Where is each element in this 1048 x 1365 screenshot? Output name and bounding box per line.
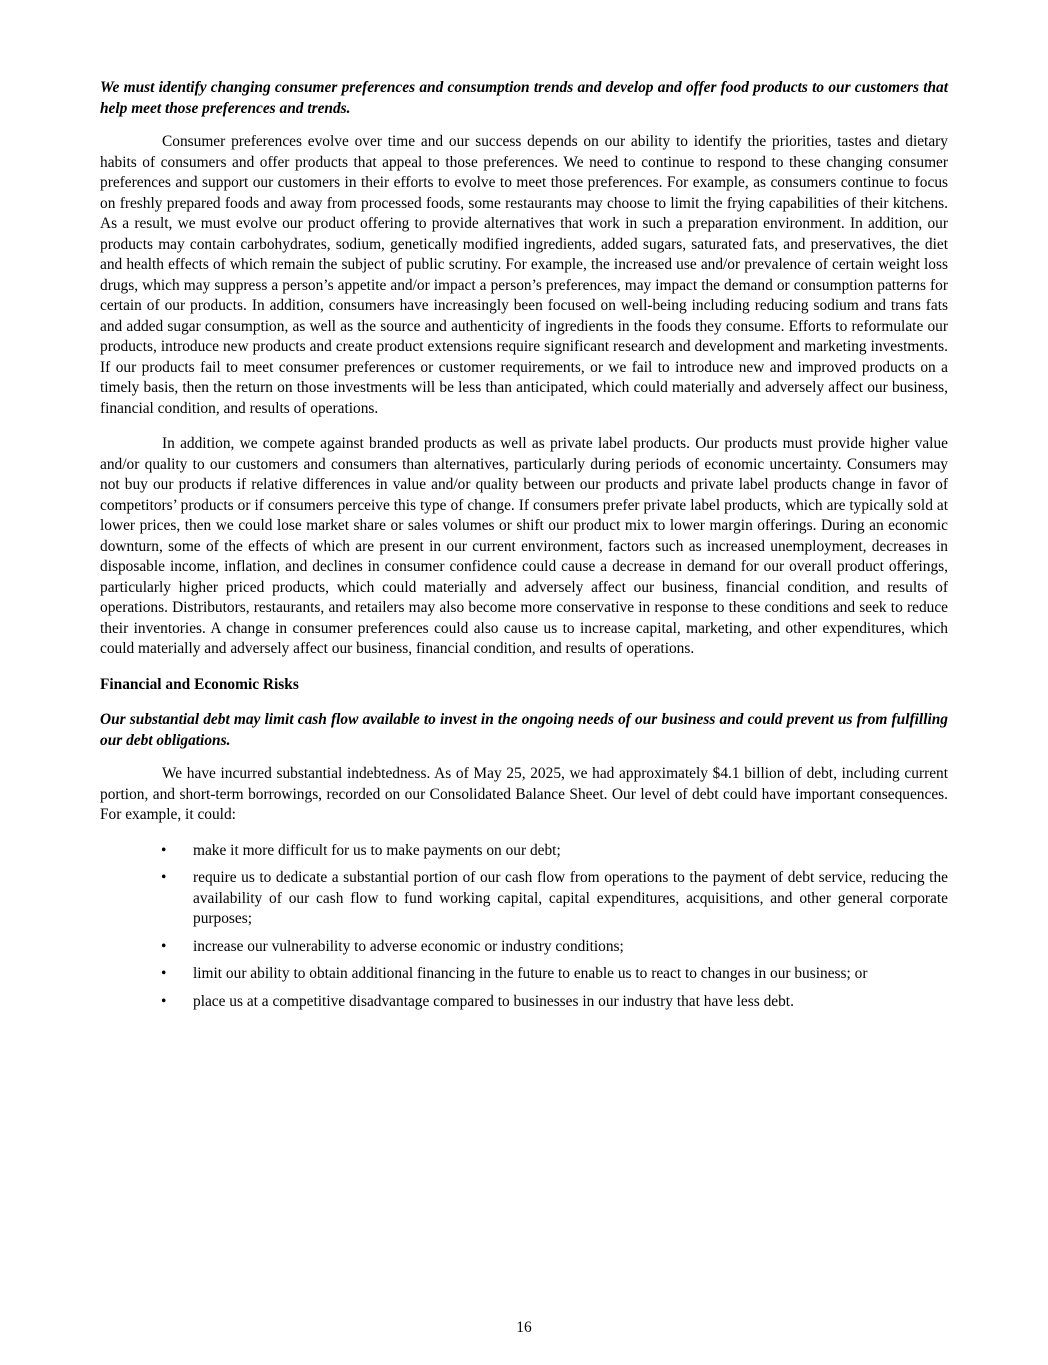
list-item xyxy=(100,964,948,985)
section-title-financial-risks: Financial and Economic Risks xyxy=(100,675,299,693)
bullet-icon: • xyxy=(161,937,167,955)
bullet-icon: • xyxy=(161,965,167,982)
bullet-icon: • xyxy=(161,841,167,859)
list-item xyxy=(100,841,948,862)
page-number: 16 xyxy=(516,1319,532,1336)
list-item-text: make it more difficult for us to make payments on our debt; xyxy=(193,841,561,859)
list-item xyxy=(100,868,948,930)
list-item-text: increase our vulnerability to adverse economic or industry conditions; xyxy=(193,937,624,955)
paragraph-private-label-competition: In addition, we compete against branded products as well as private label products. Our products must provide higher value and/or quality to our customers and consumers than alternatives, particularly during periods of economic uncertainty. Consumers may not buy our products if relative differences in value and/or quality between our products and private label products change in favor of competitors’ products or if consumers perceive this type of change. If consumers prefer private label products, which are typically sold at lower prices, then we could lose market share or sales volumes or shift our product mix to lower margin offerings. During an economic downturn, some of the effects of which are present in our current environment, factors such as increased unemployment, decreases in disposable income, inflation, and declines in consumer confidence could cause a decrease in demand for our overall product offerings, particularly higher priced products, which could materially and adversely affect our business, financial condition, and results of operations. Distributors, restaurants, and retailers may also become more conservative in response to these conditions and seek to reduce their inventories. A change in consumer preferences could also cause us to increase capital, marketing, and other expenditures, which could materially and adversely affect our business, financial condition, and results of operations. xyxy=(100,435,948,657)
bullet-icon: • xyxy=(161,869,167,886)
bullet-icon: • xyxy=(161,992,167,1010)
debt-consequences-list xyxy=(100,841,948,1013)
list-item xyxy=(100,992,948,1013)
paragraph-consumer-preferences: Consumer preferences evolve over time and our success depends on our ability to identify the priorities, tastes and dietary habits of consumers and offer products that appeal to those preferences. We need to continue to respond to these changing consumer preferences and support our customers in their efforts to evolve to meet those preferences. For example, as consumers continue to focus on freshly prepared foods and away from processed foods, some restaurants may choose to limit the frying capabilities of their kitchens. As a result, we must evolve our product offering to provide alternatives that work in such a preparation environment. In addition, our products may contain carbohydrates, sodium, genetically modified ingredients, added sugars, saturated fats, and preservatives, the diet and health effects of which remain the subject of public scrutiny. For example, the increased use and/or prevalence of certain weight loss drugs, which may suppress a person’s appetite and/or impact a person’s preferences, may impact the demand or consumption patterns for certain of our products. In addition, consumers have increasingly been focused on well-being including reducing sodium and trans fats and added sugar consumption, as well as the source and authenticity of ingredients in the foods they consume. Efforts to reformulate our products, introduce new products and create product extensions require significant research and development and marketing investments. If our products fail to meet consumer preferences or customer requirements, or we fail to introduce new and improved products on a timely basis, then the return on those investments will be less than anticipated, which could materially and adversely affect our business, financial condition, and results of operations. xyxy=(100,133,948,417)
risk-heading-consumer-preferences: We must identify changing consumer preferences and consumption trends and develop and offer food products to our customers that help meet those preferences and trends. xyxy=(100,79,948,117)
list-item-text: place us at a competitive disadvantage compared to businesses in our industry that have less debt. xyxy=(193,992,794,1010)
paragraph-indebtedness: We have incurred substantial indebtedness. As of May 25, 2025, we had approximately $4.1 billion of debt, including current portion, and short-term borrowings, recorded on our Consolidated Balance Sheet. Our level of debt could have important consequences. For example, it could: xyxy=(100,765,948,823)
risk-heading-substantial-debt: Our substantial debt may limit cash flow available to invest in the ongoing needs of our business and could prevent us from fulfilling our debt obligations. xyxy=(100,711,948,749)
document-page xyxy=(100,78,948,1019)
list-item xyxy=(100,937,948,958)
list-item-text: require us to dedicate a substantial portion of our cash flow from operations to the payment of debt service, reducing the availability of our cash flow to fund working capital, capital expenditures, acquisitions, and other general corporate purposes; xyxy=(193,869,948,927)
list-item-text: limit our ability to obtain additional financing in the future to enable us to react to changes in our business; or xyxy=(193,965,868,982)
